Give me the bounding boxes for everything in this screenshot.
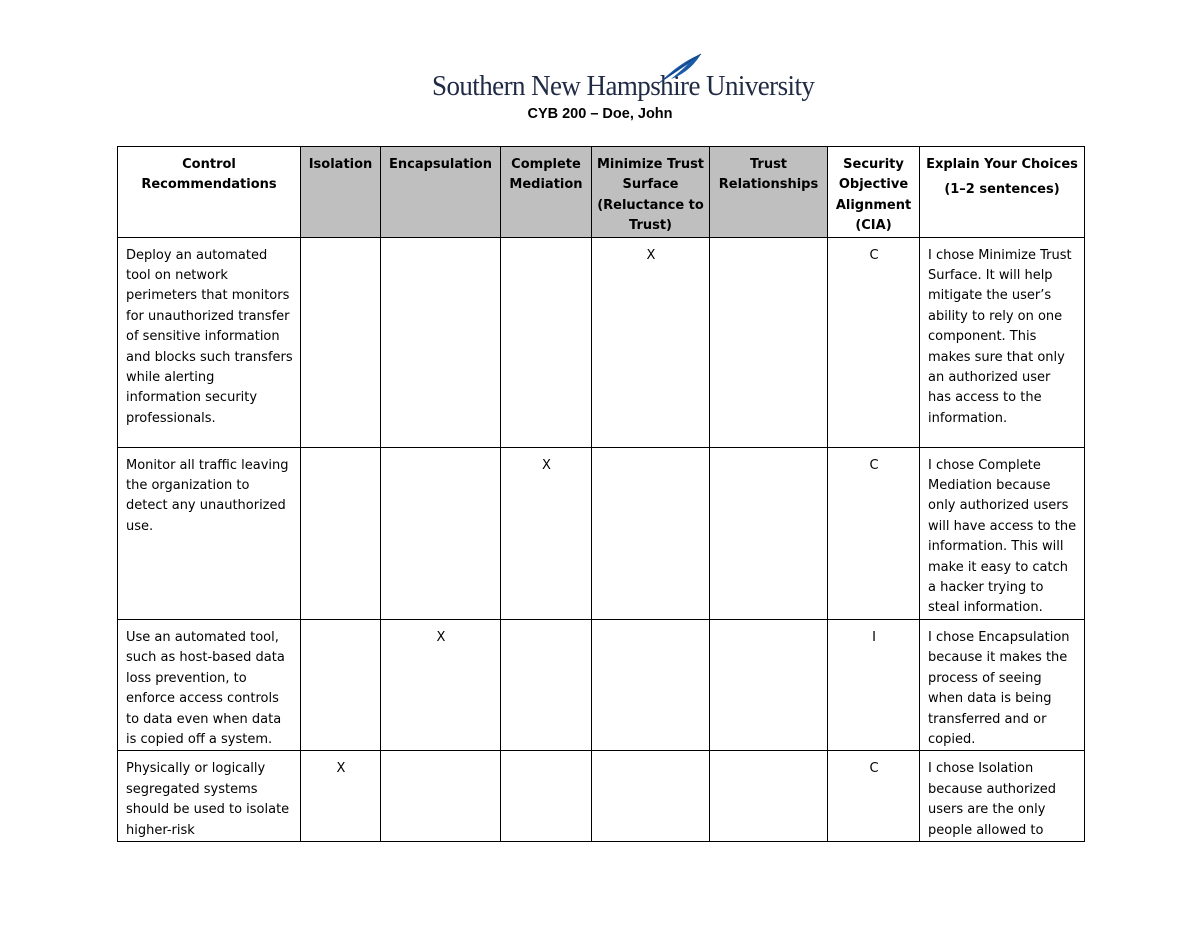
table-row	[118, 619, 1085, 750]
minimize-trust-surface-cell	[592, 619, 710, 750]
encapsulation-cell	[381, 237, 501, 447]
course-student-line: CYB 200 – Doe, John	[527, 106, 673, 122]
control-recommendations-table	[117, 146, 1085, 842]
isolation-cell	[301, 237, 381, 447]
trust-relationships-cell	[710, 237, 828, 447]
cia-cell: C	[828, 447, 920, 619]
minimize-trust-surface-cell	[592, 447, 710, 619]
col-header-encapsulation: Encapsulation	[381, 147, 501, 238]
col-header-trust-relationships: Trust Relationships	[710, 147, 828, 238]
encapsulation-cell	[381, 447, 501, 619]
control-cell: Monitor all traffic leaving the organization to detect any unauthorized use.	[118, 447, 301, 619]
control-cell: Deploy an automated tool on network perimeters that monitors for unauthorized transfer of sensitive information and blocks such transfers while alerting information security professionals.	[118, 237, 301, 447]
table-row	[118, 751, 1085, 842]
col-header-explain-your-choices	[920, 147, 1085, 238]
isolation-cell	[301, 447, 381, 619]
control-cell: Physically or logically segregated systems should be used to isolate higher-risk	[118, 751, 301, 842]
col-header-security-objective-alignment: Security Objective Alignment (CIA)	[828, 147, 920, 238]
trust-relationships-cell	[710, 447, 828, 619]
trust-relationships-cell	[710, 751, 828, 842]
complete-mediation-cell	[501, 751, 592, 842]
col-header-minimize-trust-surface: Minimize Trust Surface (Reluctance to Trust)	[592, 147, 710, 238]
control-cell: Use an automated tool, such as host-based data loss prevention, to enforce access controls to data even when data is copied off a system.	[118, 619, 301, 750]
isolation-cell	[301, 619, 381, 750]
explanation-cell: I chose Isolation because authorized users are the only people allowed to	[920, 751, 1085, 842]
cia-cell: C	[828, 237, 920, 447]
cia-cell: C	[828, 751, 920, 842]
encapsulation-cell	[381, 751, 501, 842]
explanation-cell: I chose Complete Mediation because only authorized users will have access to the information. This will make it easy to catch a hacker trying to steal information.	[920, 447, 1085, 619]
col-header-control-recommendations: Control Recommendations	[118, 147, 301, 238]
table-row	[118, 237, 1085, 447]
complete-mediation-cell	[501, 619, 592, 750]
explain-header-title: Explain Your Choices	[926, 157, 1078, 172]
explanation-cell: I chose Minimize Trust Surface. It will help mitigate the user’s ability to rely on one component. This makes sure that only an authorized user has access to the information.	[920, 237, 1085, 447]
col-header-isolation: Isolation	[301, 147, 381, 238]
table-header-row	[118, 147, 1085, 238]
complete-mediation-cell	[501, 237, 592, 447]
col-header-complete-mediation: Complete Mediation	[501, 147, 592, 238]
encapsulation-cell: X	[381, 619, 501, 750]
explanation-cell: I chose Encapsulation because it makes the process of seeing when data is being transferred and or copied.	[920, 619, 1085, 750]
isolation-cell: X	[301, 751, 381, 842]
minimize-trust-surface-cell	[592, 751, 710, 842]
complete-mediation-cell: X	[501, 447, 592, 619]
university-name: Southern New Hampshire University	[432, 70, 815, 102]
explain-header-subtitle: (1–2 sentences)	[944, 182, 1060, 198]
table-row	[118, 447, 1085, 619]
university-logo	[432, 52, 815, 104]
cia-cell: I	[828, 619, 920, 750]
feather-quill-icon	[655, 52, 705, 86]
minimize-trust-surface-cell: X	[592, 237, 710, 447]
trust-relationships-cell	[710, 619, 828, 750]
